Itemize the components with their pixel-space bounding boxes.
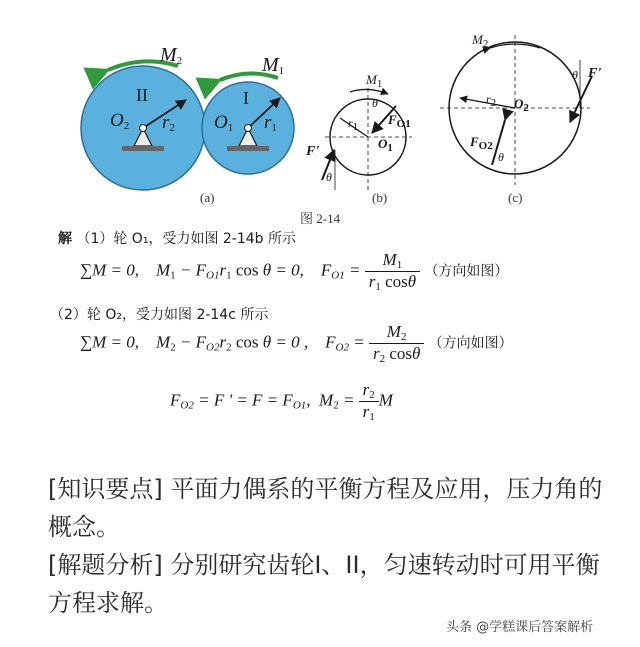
watermark: 头条 @学糕课后答案解析: [446, 620, 594, 635]
eq2-dir-note: （方向如图）: [428, 335, 513, 352]
label-c-FO2: $F_{O2}$: [470, 134, 493, 152]
knowledge-points: [知识要点] 平面力偶系的平衡方程及应用，压力角的概念。: [48, 475, 603, 541]
figure-caption: 图 2-14: [300, 211, 341, 226]
label-c-Fprime: F': [588, 66, 602, 81]
figure-2-14: [0, 0, 640, 230]
label-c-theta2: θ: [572, 68, 578, 82]
step2-text: （2）轮 O₂，受力如图 2-14c 所示: [50, 307, 269, 323]
label-gear-II: II: [136, 85, 148, 105]
eq1-dir-note: （方向如图）: [424, 263, 509, 280]
jie-label: 解: [58, 231, 72, 247]
label-c-M2: $M_2$: [472, 32, 489, 50]
label-c-r2: r2: [486, 92, 497, 109]
label-O2: $O_2$: [110, 110, 130, 132]
equation-1: ∑M = 0, $M_1 - F_{O1}r_1$ cos θ = 0, $F_{O1}$ = $\frac{M_1}{r_1 \cos\theta}$ （方向如图）: [80, 250, 509, 293]
label-b-O1: $O_1$: [378, 136, 393, 154]
label-M1: $M_1$: [262, 54, 285, 77]
step1-line: [58, 228, 296, 248]
step1-text: （1）轮 O₁，受力如图 2-14b 所示: [76, 231, 297, 247]
label-r1: $r_1$: [264, 112, 277, 134]
panel-c-caption: (c): [508, 190, 523, 205]
label-gear-I: I: [243, 88, 249, 108]
label-b-theta2: θ: [326, 170, 332, 184]
panel-b: [322, 88, 412, 190]
panel-a-caption: (a): [200, 190, 215, 205]
label-M2: $M_2$: [160, 44, 183, 67]
label-b-FO1: $F_{O1}$: [388, 112, 411, 130]
label-O1: $O_1$: [214, 112, 234, 134]
label-c-O2: $O_2$: [514, 96, 529, 114]
label-c-theta: θ: [498, 150, 504, 164]
label-b-r1: r1: [348, 116, 359, 133]
label-r2: $r_2$: [162, 112, 175, 134]
panel-b-caption: (b): [372, 190, 388, 205]
label-b-theta: θ: [372, 96, 378, 110]
label-b-M1: $M_1$: [366, 72, 383, 90]
equation-2: ∑M = 0, $M_2 - F_{O2}r_2$ cos θ = 0 , $F_{O2}$ = $\frac{M_2}{r_2 \cos\theta}$ （方向如图）: [80, 322, 513, 365]
problem-analysis: [解题分析] 分别研究齿轮I、II，匀速转动时可用平衡方程求解。: [48, 551, 600, 617]
label-b-Fprime: F': [306, 144, 320, 159]
equation-3: $F_{O2} = F$ ' = $F = F_{O1}$, $M_2$ = $\frac{r_2}{r_1}$ M: [170, 380, 393, 423]
